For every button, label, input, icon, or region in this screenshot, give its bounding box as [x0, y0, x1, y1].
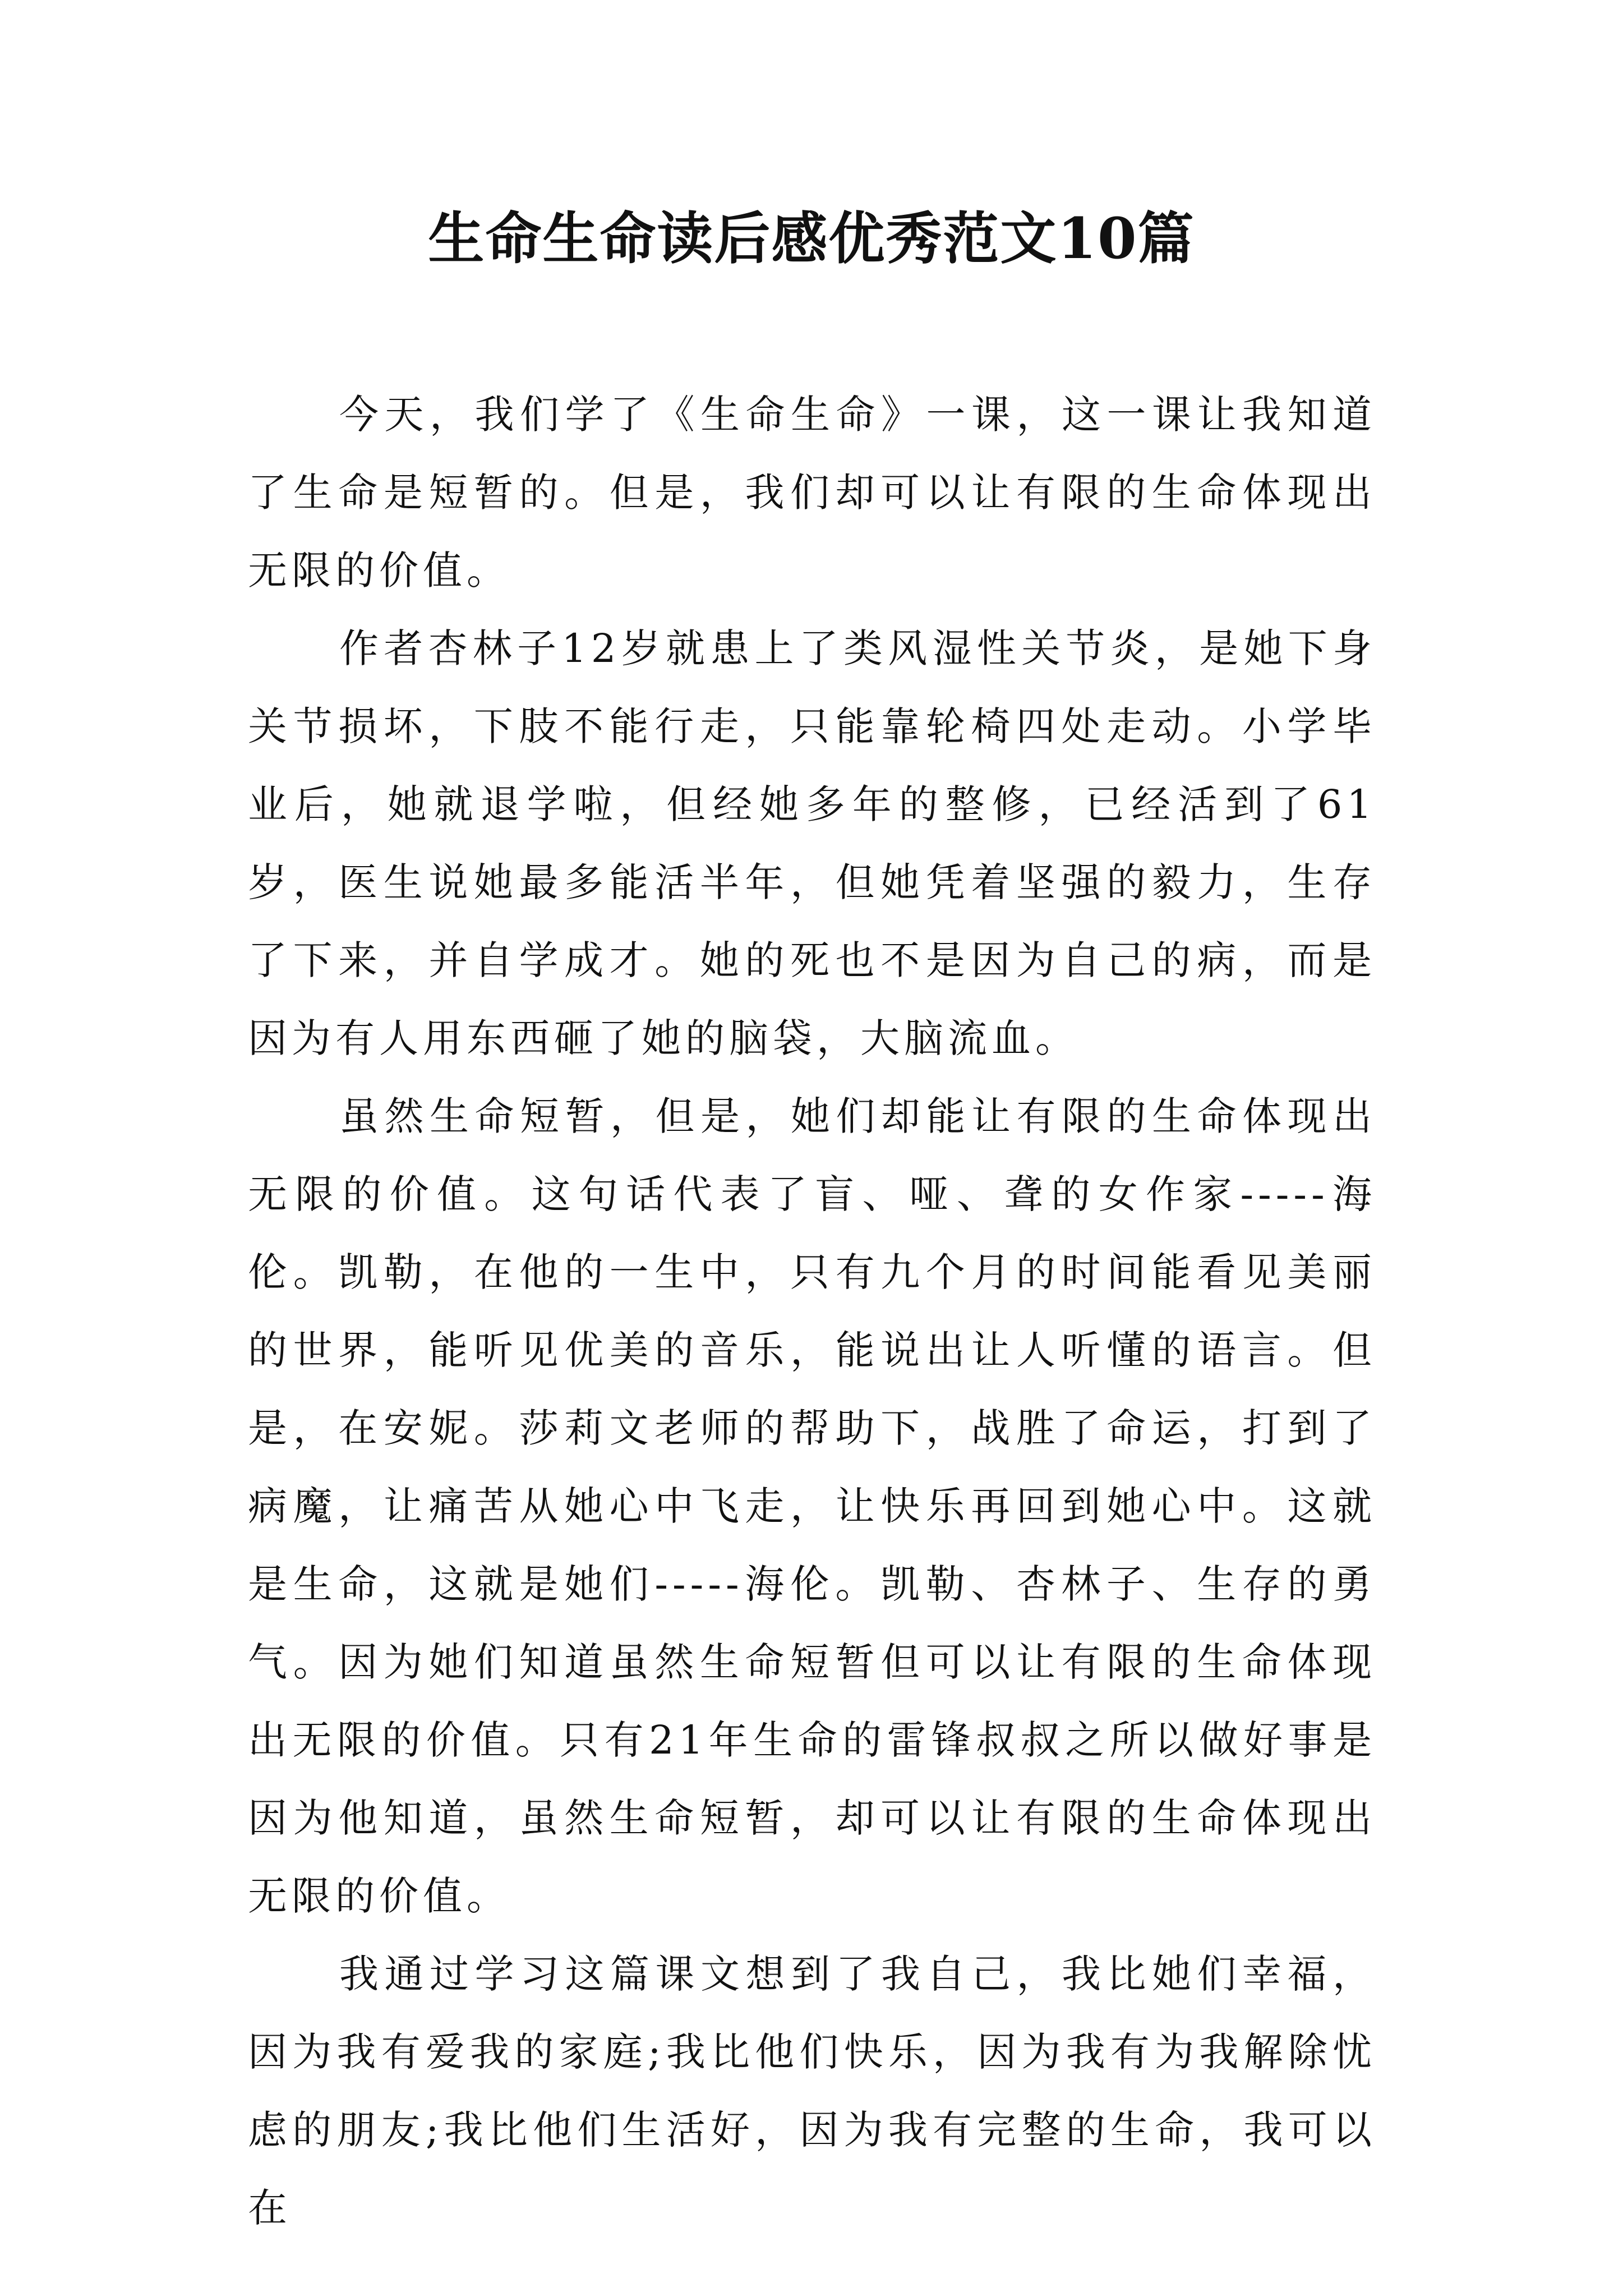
document-body	[248, 376, 1376, 2247]
document-title: 生命生命读后感优秀范文10篇	[428, 205, 1195, 272]
paragraph-2: 作者杏林子12岁就患上了类风湿性关节炎，是她下身关节损坏，下肢不能行走，只能靠轮椅四处走动。小学毕业后，她就退学啦，但经她多年的整修，已经活到了61岁，医生说她最多能活半年，但她凭着坚强的毅力，生存了下来，并自学成才。她的死也不是因为自己的病，而是因为有人用东西砸了她的脑袋，大脑流血。	[248, 625, 1376, 1061]
paragraph-4: 我通过学习这篇课文想到了我自己，我比她们幸福，因为我有爱我的家庭;我比他们快乐，因为我有为我解除忧虑的朋友;我比他们生活好，因为我有完整的生命，我可以在	[248, 1951, 1376, 2231]
paragraph-1: 今天，我们学了《生命生命》一课，这一课让我知道了生命是短暂的。但是，我们却可以让有限的生命体现出无限的价值。	[248, 392, 1376, 593]
paragraph-3: 虽然生命短暂，但是，她们却能让有限的生命体现出无限的价值。这句话代表了盲、哑、聋的女作家-----海伦。凯勒，在他的一生中，只有九个月的时间能看见美丽的世界，能听见优美的音乐，能说出让人听懂的语言。但是，在安妮。莎莉文老师的帮助下，战胜了命运，打到了病魔，让痛苦从她心中飞走，让快乐再回到她心中。这就是生命，这就是她们-----海伦。凯勒、杏林子、生存的勇气。因为她们知道虽然生命短暂但可以让有限的生命体现出无限的价值。只有21年生命的雷锋叔叔之所以做好事是因为他知道，虽然生命短暂，却可以让有限的生命体现出无限的价值。	[248, 1093, 1376, 1919]
